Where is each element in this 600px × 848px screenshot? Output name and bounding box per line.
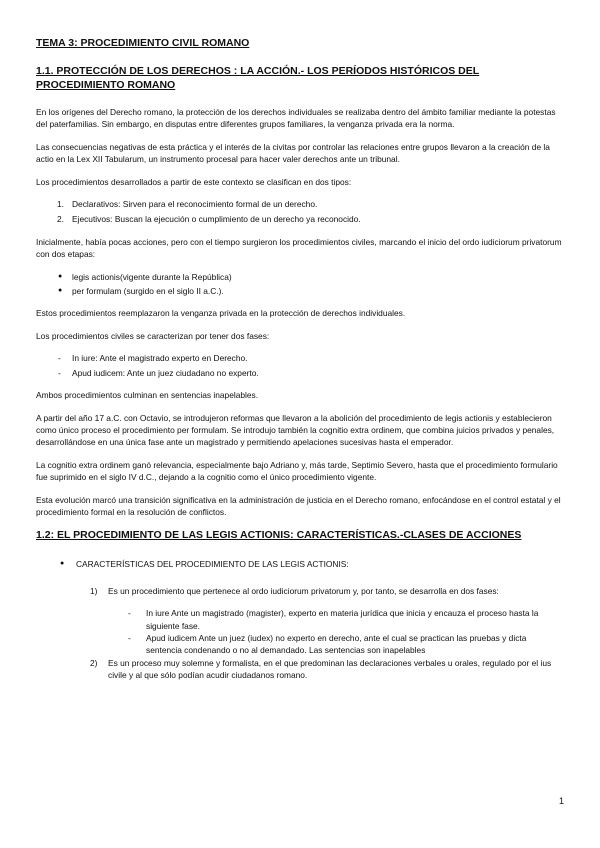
section-heading-1-2: 1.2: EL PROCEDIMIENTO DE LAS LEGIS ACTIONIS: CARACTERÍSTICAS.-CLASES DE ACCIONES: [36, 529, 522, 542]
list-item: [36, 271, 564, 283]
section-heading-1-1: 1.1. PROTECCIÓN DE LOS DERECHOS : LA ACCIÓN.- LOS PERÍODOS HISTÓRICOS DEL PROCEDIMIENTO ROMANO: [36, 65, 480, 91]
bullet-marker: ●: [58, 272, 63, 280]
paragraph: Los procedimientos civiles se caracterizan por tener dos fases:: [36, 330, 270, 341]
list-marker: 2): [90, 657, 98, 668]
list-marker: 2.: [57, 214, 64, 225]
characteristics-list: [36, 585, 564, 597]
dash-marker: -: [128, 608, 131, 619]
list-item-text: Declarativos: Sirven para el reconocimiento formal de un derecho.: [72, 199, 318, 210]
list-item: [36, 213, 564, 225]
list-item: [36, 367, 564, 379]
dash-marker: -: [58, 367, 61, 378]
list-item-text: Apud iudicem Ante un juez (iudex) no experto en derecho, ante el cual se practican las pruebas y dicta sentencia condenando o no al demandado. Las sentencias son inapelables: [146, 632, 527, 656]
list-item: [36, 352, 564, 364]
paragraph: La cognitio extra ordinem ganó relevancia, especialmente bajo Adriano y, más tarde, Septimio Severo, hasta que el procedimiento formulario fue suprimido en el siglo IV d.C., dejando a la cognitio como el único procedimiento vigente.: [36, 459, 558, 483]
paragraph: En los orígenes del Derecho romano, la protección de los derechos individuales se realizaba dentro del ámbito familiar mediante la potestas del paterfamilias. Sin embargo, en disputas entre diferentes grupos familiares, la venganza privada era la norma.: [36, 107, 556, 130]
list-item-text: CARACTERÍSTICAS DEL PROCEDIMIENTO DE LAS LEGIS ACTIONIS:: [76, 559, 349, 570]
list-item-text: Es un procedimiento que pertenece al ordo iudiciorum privatorum y, por tanto, se desarrolla en dos fases:: [108, 585, 499, 596]
list-item-text: per formulam (surgido en el siglo II a.C.).: [72, 286, 224, 297]
characteristics-bullet-list: [36, 558, 564, 570]
list-item-text: Ejecutivos: Buscan la ejecución o cumplimiento de un derecho ya reconocido.: [72, 214, 361, 225]
list-marker: 1.: [57, 199, 64, 210]
procedure-types-list: [36, 198, 564, 226]
list-item-text: In iure: Ante el magistrado experto en Derecho.: [72, 353, 248, 364]
dash-marker: -: [58, 353, 61, 364]
list-item-text: In iure Ante un magistrado (magister), experto en materia jurídica que inicia y encauza el proceso hasta la siguiente fase.: [146, 608, 539, 631]
stages-list: [36, 271, 564, 298]
list-item: [36, 198, 564, 210]
phases-list: [36, 352, 564, 379]
char1-sublist: [36, 607, 564, 657]
paragraph: Inicialmente, había pocas acciones, pero con el tiempo surgieron los procedimientos civiles, marcando el inicio del ordo iudiciorum privatorum con dos etapas:: [36, 236, 562, 260]
paragraph: Ambos procedimientos culminan en sentencias inapelables.: [36, 390, 259, 401]
list-item-text: Apud iudicem: Ante un juez ciudadano no experto.: [72, 367, 259, 378]
paragraph: Los procedimientos desarrollados a partir de este contexto se clasifican en dos tipos:: [36, 176, 352, 187]
list-item-text: legis actionis(vigente durante la República): [72, 271, 232, 282]
list-item: [36, 558, 564, 570]
document-title: TEMA 3: PROCEDIMIENTO CIVIL ROMANO: [36, 37, 250, 49]
dash-marker: -: [128, 632, 131, 643]
page-number: 1: [558, 796, 564, 806]
list-item-text: Es un proceso muy solemne y formalista, en el que predominan las declaraciones verbales u orales, regulado por el ius civile y al que sólo podían acudir ciudadanos romano.: [108, 657, 552, 681]
list-item: [36, 585, 564, 597]
paragraph: Estos procedimientos reemplazaron la venganza privada en la protección de derechos individuales.: [36, 308, 406, 319]
list-item: [36, 285, 564, 297]
characteristics-list-cont: [36, 657, 564, 682]
bullet-marker: ●: [60, 560, 65, 568]
paragraph: Las consecuencias negativas de esta práctica y el interés de la civitas por controlar las relaciones entre grupos llevaron a la creación de la actio en la Lex XII Tabularum, un instrumento procesal para hacer valer derechos ante un tribunal.: [36, 141, 550, 165]
list-item: [36, 632, 564, 657]
list-marker: 1): [90, 585, 98, 596]
paragraph: Esta evolución marcó una transición significativa en la administración de justicia en el Derecho romano, enfocándose en el control estatal y el procedimiento formal en la resolución de conflictos.: [36, 494, 561, 517]
list-item: [36, 607, 564, 632]
list-item: [36, 657, 564, 682]
paragraph: A partir del año 17 a.C. con Octavio, se introdujeron reformas que llevaron a la abolición del procedimiento de legis actionis y establecieron como único proceso el procedimiento per formulam. Se introdujo también la cognitio extra ordinem, que combina juicios privados y penales, desarrollándose en una única fase ante un magistrado y permitiendo apelaciones sucesivas hasta el emperador.: [36, 412, 555, 448]
bullet-marker: ●: [58, 287, 63, 295]
